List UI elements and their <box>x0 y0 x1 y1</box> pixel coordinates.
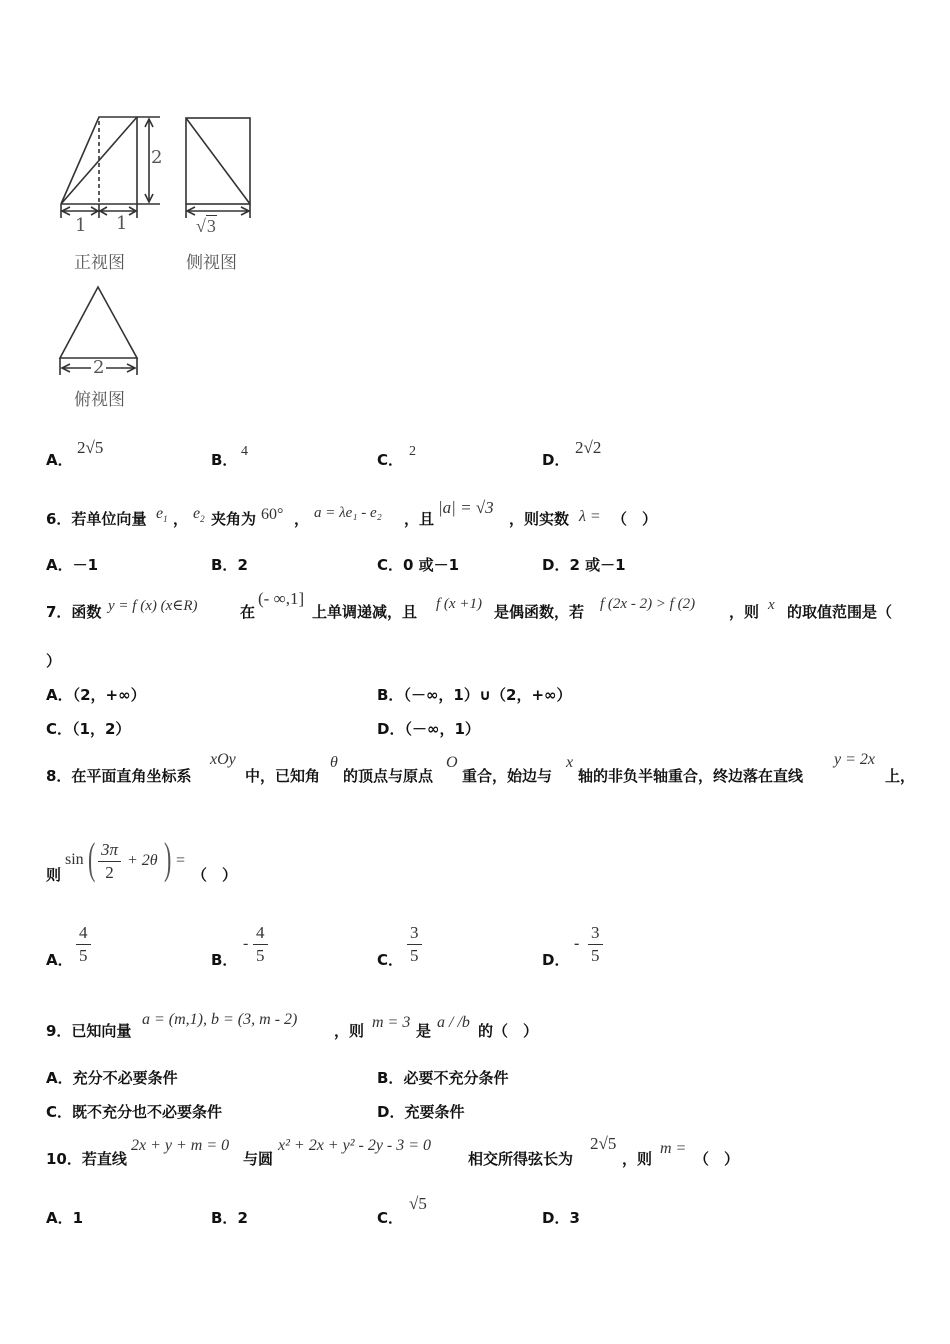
q7-interval: (- ∞,1] <box>258 589 305 608</box>
q6-then: ，则实数 <box>509 510 570 528</box>
q6-option-b: B．2 <box>211 556 248 574</box>
q8-fraction <box>98 839 121 884</box>
q10-option-b: B．2 <box>211 1209 248 1227</box>
q8-theta: θ <box>330 754 338 771</box>
q5-option-c-letter: C． <box>377 451 404 469</box>
q5-option-b-value: 4 <box>241 444 248 459</box>
q8-plus-2theta: + 2θ <box>127 852 158 869</box>
q8-option-c-frac: $\frac{3}{5}$ <box>407 922 422 967</box>
q7-inequality: f (2x - 2) > f (2) <box>600 596 696 612</box>
q9-then: ，则 <box>334 1022 365 1040</box>
q6-comma1: ， <box>173 510 189 528</box>
q8-left-paren: ( <box>88 834 96 883</box>
q10-chord-text: 相交所得弦长为 <box>468 1150 574 1168</box>
q10-chord: 2√5 <box>590 1134 617 1153</box>
q7-prefix: 7．函数 <box>46 603 102 621</box>
side-view-drawing <box>186 118 250 218</box>
q7-option-b: B．（－∞，1）∪（2，+∞） <box>377 686 572 704</box>
q8-xoy: xOy <box>210 751 236 768</box>
q8-line: y = 2x <box>834 751 875 768</box>
q8-frac-num: 3π <box>98 839 121 862</box>
q8-option-b-letter: B． <box>211 951 238 969</box>
q6-norm: |a| = √3 <box>438 498 494 517</box>
q7-decreasing: 上单调递减，且 <box>312 603 418 621</box>
q9-option-b: B．必要不充分条件 <box>377 1069 509 1087</box>
q10-line: 2x + y + m = 0 <box>131 1137 230 1154</box>
q9-option-a: A．充分不必要条件 <box>46 1069 178 1087</box>
q8-option-a-letter: A． <box>46 951 73 969</box>
top-dim-width: 2 <box>93 357 105 378</box>
q6-option-d: D．2 或－1 <box>542 556 626 574</box>
q10-with-circle: 与圆 <box>243 1150 274 1168</box>
side-dim-sqrt: √3 <box>196 216 216 236</box>
q10-prefix: 10．若直线 <box>46 1150 127 1168</box>
top-view-label: 俯视图 <box>74 390 125 410</box>
q6-e1: $e_1$ <box>156 505 168 525</box>
q10-option-a: A．1 <box>46 1209 84 1227</box>
q5-option-d-letter: D． <box>542 451 570 469</box>
q8-frac-den: 2 <box>105 863 114 882</box>
q6-and: ，且 <box>404 510 435 528</box>
side-view-label: 侧视图 <box>186 253 237 273</box>
q8-option-d-sign: - <box>574 935 580 952</box>
q7-shifted-function: f (x +1) <box>436 596 482 612</box>
q6-formula: a = λe₁ - e₂ <box>314 505 382 521</box>
q10-m: m = <box>660 1140 687 1157</box>
q8-origin: O <box>446 754 458 771</box>
q7-even: 是偶函数，若 <box>494 603 585 621</box>
q7-option-c: C．（1，2） <box>46 720 131 738</box>
front-view-drawing <box>61 117 163 218</box>
q7-in: 在 <box>240 603 256 621</box>
q8-option-a-frac: $\frac{4}{5}$ <box>76 922 91 967</box>
q5-option-a-value: 2√5 <box>77 438 104 457</box>
front-dim-left: 1 <box>75 215 87 236</box>
front-view-label: 正视图 <box>74 253 125 273</box>
q9-condition: m = 3 <box>372 1014 411 1031</box>
q6-option-a: A．－1 <box>46 556 99 574</box>
q5-option-c-value: 2 <box>409 444 416 459</box>
q9-option-d: D．充要条件 <box>377 1103 465 1121</box>
three-view-figure <box>0 0 300 420</box>
q6-angle-text: 夹角为 <box>211 510 257 528</box>
q8-mid3: 重合，始边与 <box>462 767 553 785</box>
front-dim-height: 2 <box>151 147 163 168</box>
q8-option-c-letter: C． <box>377 951 404 969</box>
q8-option-d-frac: $\frac{3}{5}$ <box>588 922 603 967</box>
q9-is: 是 <box>416 1022 432 1040</box>
q10-option-c-value: √5 <box>409 1194 427 1213</box>
q9-vectors: a = (m,1), b = (3, m - 2) <box>142 1011 298 1028</box>
q6-lambda: λ = <box>579 508 601 525</box>
q5-option-a-letter: A． <box>46 451 73 469</box>
q7-range-text: 的取值范围是（ <box>787 603 893 621</box>
q10-then: ，则 <box>622 1150 653 1168</box>
q9-prefix: 9．已知向量 <box>46 1022 132 1040</box>
q8-x: x <box>566 754 574 771</box>
q6-angle: 60° <box>261 506 284 523</box>
q9-option-c: C．既不充分也不必要条件 <box>46 1103 223 1121</box>
q10-option-d: D．3 <box>542 1209 580 1227</box>
q7-function: y = f (x) (x∈R) <box>108 598 198 614</box>
side-dim-radicand: 3 <box>206 216 216 236</box>
q7-option-d: D．（－∞，1） <box>377 720 480 738</box>
q8-equals: = <box>176 852 186 869</box>
q6-paren: （ ） <box>612 510 658 528</box>
q8-option-b-sign: - <box>243 935 249 952</box>
q8-right-paren: ) <box>164 834 172 883</box>
q8-prefix: 8．在平面直角坐标系 <box>46 767 192 785</box>
q8-paren: （ ） <box>192 866 238 884</box>
q6-comma2: ， <box>294 510 310 528</box>
q6-option-c: C．0 或－1 <box>377 556 460 574</box>
q8-mid5: 上， <box>885 767 916 785</box>
q8-option-b-frac: $\frac{4}{5}$ <box>253 922 268 967</box>
q6-e2: $e_2$ <box>193 505 205 525</box>
q7-close-paren: ） <box>46 652 62 670</box>
q7-x: x <box>768 597 775 613</box>
q10-option-c-letter: C． <box>377 1209 404 1227</box>
q8-mid1: 中，已知角 <box>245 767 321 785</box>
q6-prefix: 6．若单位向量 <box>46 510 147 528</box>
q7-option-a: A．（2，+∞） <box>46 686 146 704</box>
q10-paren: （ ） <box>694 1150 740 1168</box>
q8-option-d-letter: D． <box>542 951 570 969</box>
q5-option-d-value: 2√2 <box>575 438 602 457</box>
q7-then: ，则 <box>729 603 760 621</box>
q8-mid4: 轴的非负半轴重合，终边落在直线 <box>578 767 804 785</box>
q5-option-b-letter: B． <box>211 451 238 469</box>
q10-circle: x² + 2x + y² - 2y - 3 = 0 <box>278 1137 432 1154</box>
q8-then: 则 <box>46 866 62 884</box>
front-dim-right: 1 <box>116 213 128 234</box>
q9-parallel: a / /b <box>437 1014 470 1031</box>
q8-sin: sin <box>65 851 84 868</box>
q8-mid2: 的顶点与原点 <box>343 767 434 785</box>
q9-end: 的（ ） <box>478 1022 539 1040</box>
